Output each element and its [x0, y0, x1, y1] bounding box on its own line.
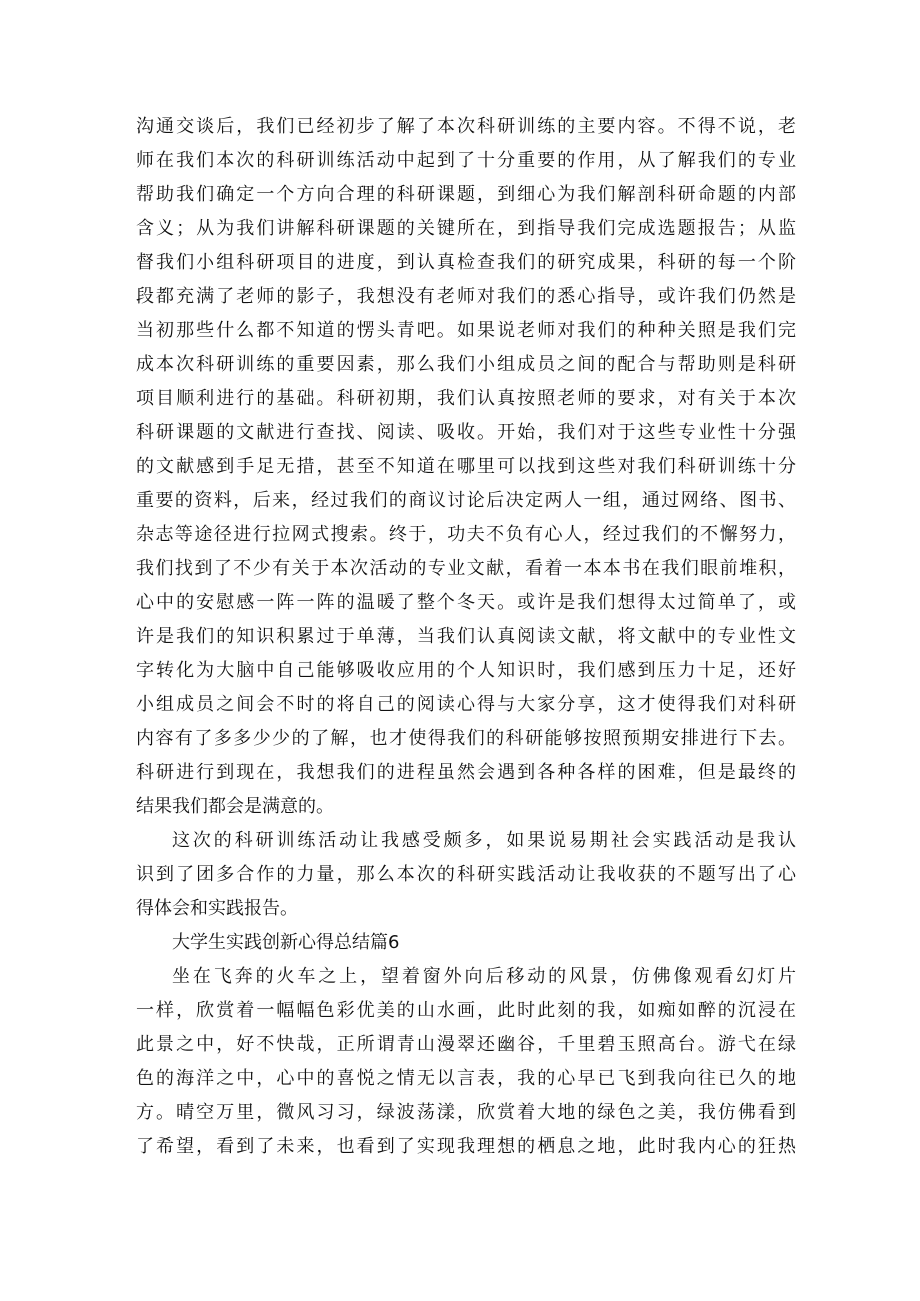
text-line: 此景之中，好不快哉，正所谓青山漫翠还幽谷，千里碧玉照高台。游弋在绿 — [136, 1034, 796, 1055]
text-line: 当初那些什么都不知道的愣头青吧。如果说老师对我们的种种关照是我们完 — [136, 320, 796, 341]
text-line: 科研进行到现在，我想我们的进程虽然会遇到各种各样的困难，但是最终的 — [136, 762, 796, 783]
text-line: 得体会和实践报告。 — [136, 898, 298, 919]
text-line: 一样，欣赏着一幅幅色彩优美的山水画，此时此刻的我，如痴如醉的沉浸在 — [136, 1000, 796, 1021]
text-line: 我们找到了不少有关于本次活动的专业文献，看着一本本书在我们眼前堆积， — [136, 558, 796, 579]
section-heading: 大学生实践创新心得总结篇6 — [172, 932, 400, 953]
text-line: 师在我们本次的科研训练活动中起到了十分重要的作用，从了解我们的专业 — [136, 150, 796, 171]
text-line: 的文献感到手足无措，甚至不知道在哪里可以找到这些对我们科研训练十分 — [136, 456, 796, 477]
text-line: 方。晴空万里，微风习习，绿波荡漾，欣赏着大地的绿色之美，我仿佛看到 — [136, 1102, 796, 1123]
text-line: 沟通交谈后，我们已经初步了解了本次科研训练的主要内容。不得不说，老 — [136, 116, 796, 137]
text-line: 了希望，看到了未来，也看到了实现我理想的栖息之地，此时我内心的狂热 — [136, 1136, 796, 1157]
text-line: 段都充满了老师的影子，我想没有老师对我们的悉心指导，或许我们仍然是 — [136, 286, 796, 307]
text-line: 项目顺利进行的基础。科研初期，我们认真按照老师的要求，对有关于本次 — [136, 388, 796, 409]
text-line: 许是我们的知识积累过于单薄，当我们认真阅读文献，将文献中的专业性文 — [136, 626, 796, 647]
text-line: 这次的科研训练活动让我感受颇多，如果说易期社会实践活动是我认 — [172, 830, 796, 851]
text-line: 坐在飞奔的火车之上，望着窗外向后移动的风景，仿佛像观看幻灯片 — [172, 966, 796, 987]
text-line: 科研课题的文献进行查找、阅读、吸收。开始，我们对于这些专业性十分强 — [136, 422, 796, 443]
text-line: 含义；从为我们讲解科研课题的关键所在，到指导我们完成选题报告；从监 — [136, 218, 796, 239]
text-line: 色的海洋之中，心中的喜悦之情无以言表，我的心早已飞到我向往已久的地 — [136, 1068, 796, 1089]
text-line: 内容有了多多少少的了解，也才使得我们的科研能够按照预期安排进行下去。 — [136, 728, 796, 749]
text-line: 小组成员之间会不时的将自己的阅读心得与大家分享，这才使得我们对科研 — [136, 694, 796, 715]
text-line: 帮助我们确定一个方向合理的科研课题，到细心为我们解剖科研命题的内部 — [136, 184, 796, 205]
text-line: 结果我们都会是满意的。 — [136, 796, 334, 817]
text-line: 督我们小组科研项目的进度，到认真检查我们的研究成果，科研的每一个阶 — [136, 252, 796, 273]
text-line: 杂志等途径进行拉网式搜索。终于，功夫不负有心人，经过我们的不懈努力， — [136, 524, 796, 545]
text-line: 字转化为大脑中自己能够吸收应用的个人知识时，我们感到压力十足，还好 — [136, 660, 796, 681]
body-text — [136, 110, 796, 1164]
text-line: 重要的资料，后来，经过我们的商议讨论后决定两人一组，通过网络、图书、 — [136, 490, 796, 511]
text-line: 成本次科研训练的重要因素，那么我们小组成员之间的配合与帮助则是科研 — [136, 354, 796, 375]
text-line: 识到了团多合作的力量，那么本次的科研实践活动让我收获的不题写出了心 — [136, 864, 796, 885]
text-line: 心中的安慰感一阵一阵的温暖了整个冬天。或许是我们想得太过简单了，或 — [136, 592, 796, 613]
